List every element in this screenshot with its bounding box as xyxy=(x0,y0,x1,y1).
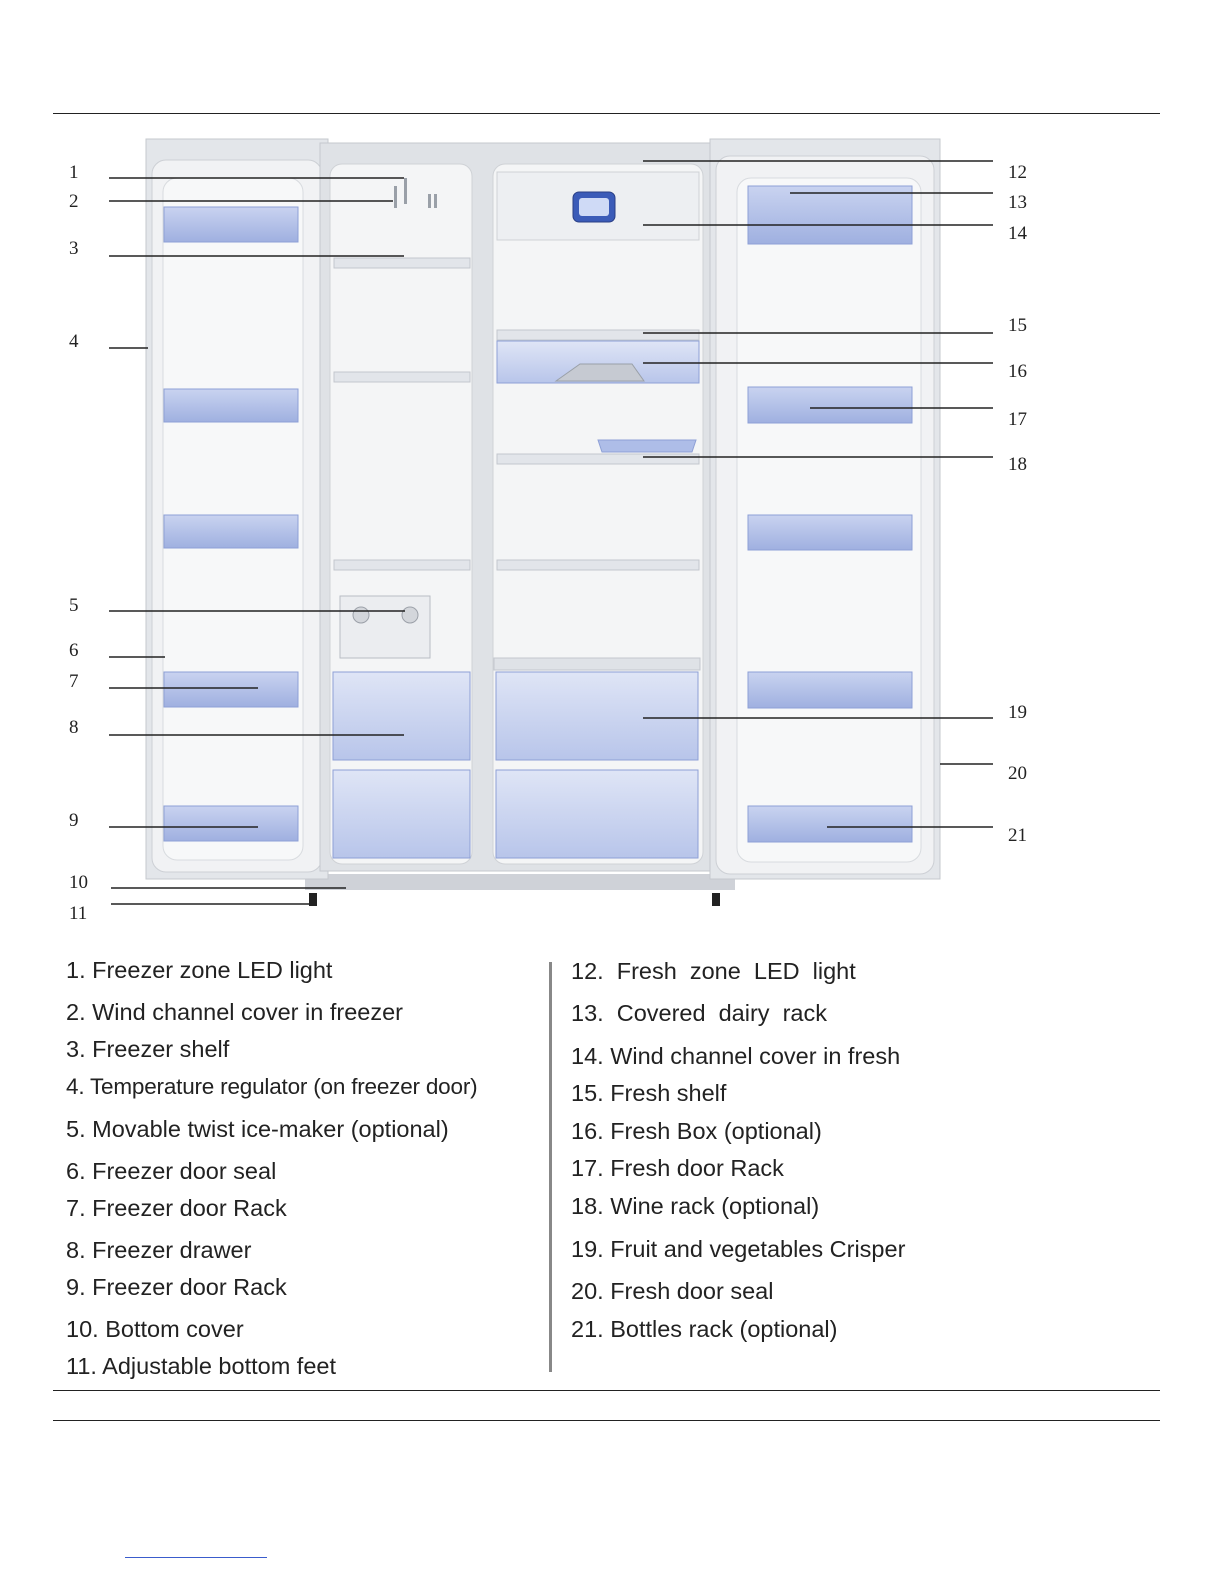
fresh-door-rack-2 xyxy=(748,515,912,550)
cabinet xyxy=(320,143,715,871)
fresh-shelf-1 xyxy=(497,330,699,340)
callout-15: 15 xyxy=(1008,315,1027,336)
freezer-door-rack-3 xyxy=(164,515,298,548)
legend-item-5: 5. Movable twist ice-maker (optional) xyxy=(66,1116,449,1142)
legend-column-divider xyxy=(549,962,552,1372)
freezer-door-rack-4 xyxy=(164,672,298,707)
legend-item-15: 15. Fresh shelf xyxy=(571,1080,727,1106)
ice-maker xyxy=(340,596,430,658)
callout-16: 16 xyxy=(1008,361,1027,382)
callout-10: 10 xyxy=(69,872,88,893)
legend-item-8: 8. Freezer drawer xyxy=(66,1237,252,1263)
legend-item-1: 1. Freezer zone LED light xyxy=(66,957,333,983)
callout-11: 11 xyxy=(69,903,88,924)
legend-item-13: 13. Covered dairy rack xyxy=(571,1000,827,1026)
callout-1: 1 xyxy=(69,162,79,183)
bottom-cover xyxy=(305,874,735,890)
callout-14: 14 xyxy=(1008,223,1027,244)
fresh-shelf-2 xyxy=(497,454,699,464)
freezer-drawer-1 xyxy=(333,672,470,760)
callout-6: 6 xyxy=(69,640,79,661)
covered-dairy-rack xyxy=(748,186,912,244)
legend-item-18: 18. Wine rack (optional) xyxy=(571,1193,820,1219)
freezer-drawer-2 xyxy=(333,770,470,858)
legend-item-6: 6. Freezer door seal xyxy=(66,1158,277,1184)
legend-item-3: 3. Freezer shelf xyxy=(66,1036,230,1062)
callout-numbers-left xyxy=(69,162,88,924)
callout-5: 5 xyxy=(69,595,79,616)
wine-rack xyxy=(598,440,696,452)
legend-item-21: 21. Bottles rack (optional) xyxy=(571,1316,838,1342)
freezer-door-rack-1 xyxy=(164,207,298,242)
crisper-shelf xyxy=(494,658,700,670)
legend-item-9: 9. Freezer door Rack xyxy=(66,1274,287,1300)
freezer-door xyxy=(146,139,328,879)
freezer-shelf-1 xyxy=(334,258,470,268)
callout-9: 9 xyxy=(69,810,79,831)
fresh-door-rack-1 xyxy=(748,387,912,423)
legend-item-19: 19. Fruit and vegetables Crisper xyxy=(571,1236,906,1262)
fresh-door xyxy=(710,139,940,879)
freezer-shelf-3 xyxy=(334,560,470,570)
footer-link-underline xyxy=(125,1557,267,1558)
callout-numbers-right xyxy=(1008,162,1028,846)
callout-12: 12 xyxy=(1008,162,1027,183)
right-foot-icon xyxy=(712,893,720,906)
callout-18: 18 xyxy=(1008,454,1027,475)
legend-item-4: 4. Temperature regulator (on freezer door) xyxy=(66,1074,478,1099)
callout-8: 8 xyxy=(69,717,79,738)
legend-item-17: 17. Fresh door Rack xyxy=(571,1155,784,1181)
fresh-shelf-3 xyxy=(497,560,699,570)
callout-7: 7 xyxy=(69,671,79,692)
callout-2: 2 xyxy=(69,191,79,212)
freezer-door-rack-2 xyxy=(164,389,298,422)
freezer-door-rack-5 xyxy=(164,806,298,841)
legend-item-20: 20. Fresh door seal xyxy=(571,1278,774,1304)
crisper-2 xyxy=(496,770,698,858)
legend-item-14: 14. Wind channel cover in fresh xyxy=(571,1043,901,1069)
legend-item-16: 16. Fresh Box (optional) xyxy=(571,1118,822,1144)
bottles-rack xyxy=(748,806,912,842)
freezer-led-light xyxy=(404,178,407,204)
legend-item-10: 10. Bottom cover xyxy=(66,1316,244,1342)
legend-item-7: 7. Freezer door Rack xyxy=(66,1195,287,1221)
callout-21: 21 xyxy=(1008,825,1027,846)
callout-13: 13 xyxy=(1008,192,1027,213)
callout-19: 19 xyxy=(1008,702,1027,723)
legend-item-2: 2. Wind channel cover in freezer xyxy=(66,999,403,1025)
callout-17: 17 xyxy=(1008,409,1027,430)
crisper-1 xyxy=(496,672,698,760)
callout-20: 20 xyxy=(1008,763,1027,784)
legend-item-11: 11. Adjustable bottom feet xyxy=(66,1353,336,1379)
fresh-door-rack-3 xyxy=(748,672,912,708)
footer-rule xyxy=(53,1420,1160,1421)
legend-item-12: 12. Fresh zone LED light xyxy=(571,958,856,984)
freezer-shelf-2 xyxy=(334,372,470,382)
legend-bottom-rule xyxy=(53,1390,1160,1391)
callout-3: 3 xyxy=(69,238,79,259)
callout-4: 4 xyxy=(69,331,79,352)
